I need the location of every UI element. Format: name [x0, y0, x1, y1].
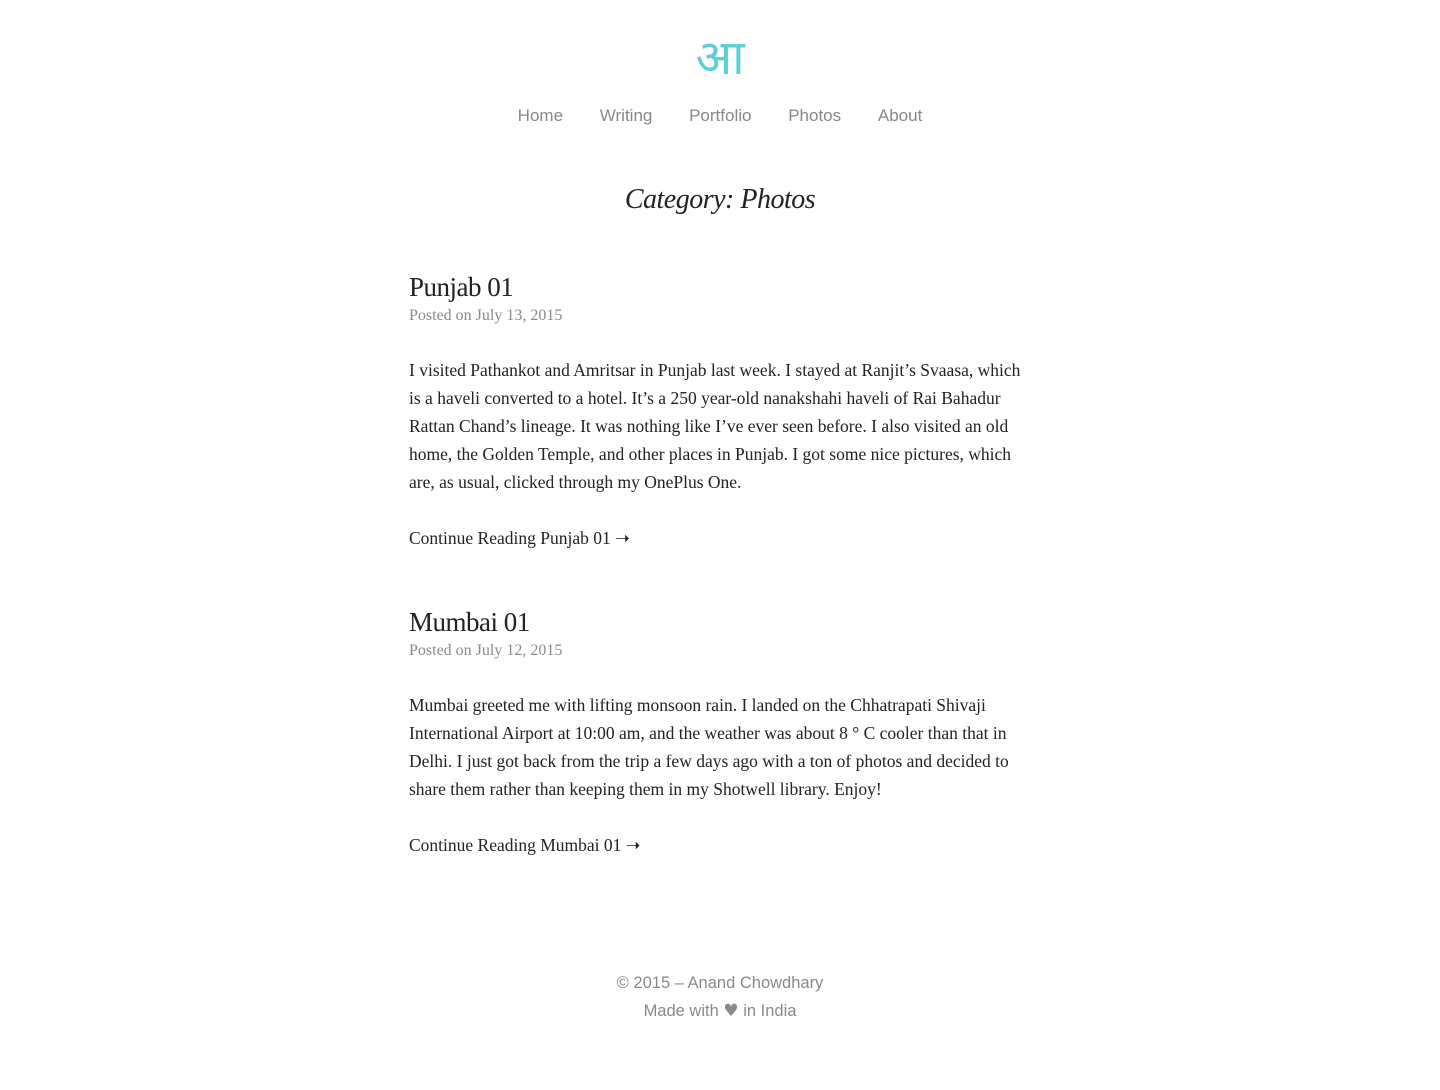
footer-made-with [0, 997, 1440, 1025]
site-footer [0, 969, 1440, 1025]
site-logo[interactable]: आ [695, 30, 745, 86]
footer-copyright[interactable]: © 2015 – Anand Chowdhary [616, 974, 824, 992]
main-nav [0, 104, 1440, 128]
page-title: Category: Photos [624, 184, 816, 215]
nav-item-about[interactable]: About [877, 106, 923, 125]
nav-item-photos[interactable]: Photos [788, 106, 842, 125]
post-mumbai-01 [409, 605, 1034, 859]
made-with-suffix: in India [743, 1002, 797, 1020]
post-title[interactable]: Mumbai 01 [409, 607, 530, 637]
nav-item-writing[interactable]: Writing [599, 106, 653, 125]
heart-icon: ♥ [723, 1001, 739, 1021]
nav-item-home[interactable]: Home [517, 106, 564, 125]
made-with-prefix: Made with [643, 1002, 719, 1020]
continue-reading-link[interactable]: Continue Reading Punjab 01 ➝ [409, 528, 630, 548]
continue-reading-link[interactable]: Continue Reading Mumbai 01 ➝ [409, 835, 641, 855]
post-date[interactable]: Posted on July 13, 2015 [409, 307, 563, 324]
post-excerpt: I visited Pathankot and Amritsar in Punjab last week. I stayed at Ranjit’s Svaasa, which is a haveli converted to a hotel. It’s a 250 year-old nanakshahi haveli of Rai Bahadur Rattan Chand’s lineage. It was nothing like I’ve ever seen before. I also visited an old home, the Golden Temple, and other places in Punjab. I got some nice pictures, which are, as usual, clicked through my OnePlus One. [409, 360, 1021, 492]
post-title[interactable]: Punjab 01 [409, 272, 514, 302]
post-excerpt: Mumbai greeted me with lifting monsoon rain. I landed on the Chhatrapati Shivaji International Airport at 10:00 am, and the weather was about 8 ° C cooler than that in Delhi. I just got back from the trip a few days ago with a ton of photos and decided to share them rather than keeping them in my Shotwell library. Enjoy! [409, 695, 1009, 799]
post-punjab-01 [409, 270, 1034, 552]
nav-item-portfolio[interactable]: Portfolio [689, 106, 752, 125]
post-date[interactable]: Posted on July 12, 2015 [409, 642, 563, 659]
